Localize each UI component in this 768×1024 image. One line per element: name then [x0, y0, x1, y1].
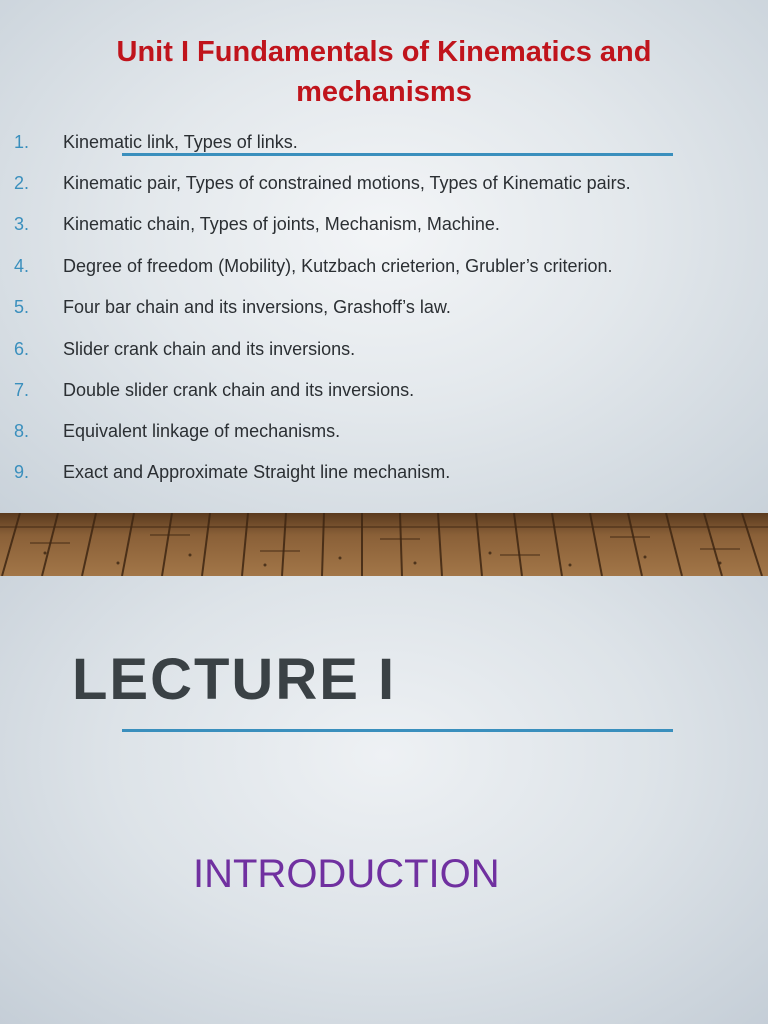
list-item — [0, 124, 768, 160]
list-item-number: 9. — [14, 461, 30, 482]
list-item-number: 2. — [14, 172, 30, 193]
lecture-subtitle: INTRODUCTION — [193, 852, 500, 896]
lecture-title-underline — [122, 729, 673, 732]
list-item-number: 7. — [14, 379, 30, 400]
list-item-number: 8. — [14, 420, 30, 441]
list-item-text: Kinematic chain, Types of joints, Mechanism, Machine. — [63, 213, 500, 234]
list-item-text: Degree of freedom (Mobility), Kutzbach crieterion, Grubler’s criterion. — [63, 255, 613, 276]
list-item — [0, 165, 768, 201]
list-item-number: 3. — [14, 213, 30, 234]
list-item-text: Equivalent linkage of mechanisms. — [63, 420, 341, 441]
list-item-text: Kinematic link, Types of links. — [63, 131, 298, 152]
lecture-title: LECTURE I — [72, 647, 397, 712]
list-item-number: 1. — [14, 131, 30, 152]
list-item-number: 5. — [14, 296, 30, 317]
list-item — [0, 454, 768, 490]
list-item — [0, 331, 768, 367]
slide-lecture — [0, 576, 768, 1024]
wood-floor-band — [0, 513, 768, 576]
slide-title-line-2: mechanisms — [296, 76, 472, 108]
list-item — [0, 206, 768, 242]
list-item-number: 4. — [14, 255, 30, 276]
slide-title — [20, 32, 748, 112]
list-item-text: Slider crank chain and its inversions. — [63, 338, 356, 359]
list-item — [0, 289, 768, 325]
slide-title-line-1: Unit I Fundamentals of Kinematics and — [116, 36, 652, 68]
wood-planks-image — [0, 513, 768, 576]
list-item-text: Kinematic pair, Types of constrained motions, Types of Kinematic pairs. — [63, 172, 631, 193]
list-item — [0, 372, 768, 408]
list-item — [0, 413, 768, 449]
list-item-text: Double slider crank chain and its inversions. — [63, 379, 415, 400]
list-item-text: Four bar chain and its inversions, Grashoff’s law. — [63, 296, 451, 317]
list-item-text: Exact and Approximate Straight line mechanism. — [63, 461, 451, 482]
list-item — [0, 248, 768, 284]
list-item-number: 6. — [14, 338, 30, 359]
